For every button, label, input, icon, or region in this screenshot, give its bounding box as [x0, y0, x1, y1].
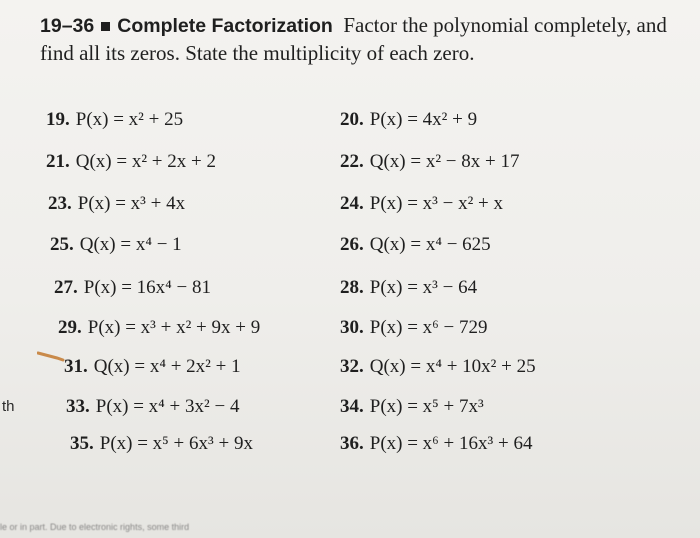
- problem-number: 26.: [340, 234, 364, 255]
- problem-32: [340, 356, 536, 378]
- problem-expression: Q(x) = x⁴ + 2x² + 1: [93, 356, 241, 377]
- problem-expression: P(x) = x⁶ + 16x³ + 64: [369, 433, 533, 454]
- problem-expression: P(x) = x³ + 4x: [77, 193, 186, 214]
- problem-number: 19.: [46, 109, 70, 130]
- problem-number: 35.: [70, 433, 94, 454]
- problem-expression: Q(x) = x² + 2x + 2: [75, 151, 216, 172]
- problem-22: [340, 151, 519, 173]
- exercise-range: 19–36: [40, 15, 95, 37]
- problem-21: [46, 151, 216, 173]
- problem-expression: P(x) = x³ − x² + x: [369, 193, 504, 214]
- problem-27: [54, 277, 211, 299]
- problem-expression: Q(x) = x⁴ + 10x² + 25: [369, 356, 536, 377]
- problem-number: 33.: [66, 396, 90, 417]
- problem-expression: P(x) = x⁶ − 729: [369, 317, 488, 338]
- problem-number: 32.: [340, 356, 364, 377]
- problem-25: [50, 234, 182, 256]
- problem-expression: P(x) = x⁵ + 6x³ + 9x: [99, 433, 253, 454]
- problem-24: [340, 193, 503, 215]
- problem-number: 20.: [340, 109, 364, 130]
- problem-26: [340, 234, 491, 256]
- problem-31: [64, 356, 241, 378]
- problem-number: 21.: [46, 151, 70, 172]
- problem-36: [340, 433, 532, 455]
- problem-expression: P(x) = x⁵ + 7x³: [369, 396, 484, 417]
- instruction-text: Factor the polynomial completely, and find all its zeros. State the multiplicity of each zero.: [40, 13, 667, 65]
- problem-expression: P(x) = x³ + x² + 9x + 9: [87, 317, 261, 338]
- problem-28: [340, 277, 477, 299]
- problem-23: [48, 193, 185, 215]
- problem-number: 23.: [48, 193, 72, 214]
- problem-number: 29.: [58, 317, 82, 338]
- bullet-square-icon: [101, 22, 110, 31]
- pencil-mark-icon: [37, 350, 65, 362]
- problem-expression: P(x) = x³ − 64: [369, 277, 478, 298]
- problem-34: [340, 396, 484, 418]
- problem-number: 24.: [340, 193, 364, 214]
- problem-expression: P(x) = x⁴ + 3x² − 4: [95, 396, 240, 417]
- margin-text: th: [2, 398, 15, 415]
- footer-text: le or in part. Due to electronic rights, some third: [0, 522, 190, 532]
- problem-expression: Q(x) = x² − 8x + 17: [369, 151, 520, 172]
- problem-expression: P(x) = 16x⁴ − 81: [83, 277, 212, 298]
- problem-number: 31.: [64, 356, 88, 377]
- problem-number: 34.: [340, 396, 364, 417]
- problem-expression: Q(x) = x⁴ − 625: [369, 234, 491, 255]
- problem-number: 28.: [340, 277, 364, 298]
- exercise-header: [40, 12, 680, 67]
- problem-20: [340, 109, 477, 131]
- problem-30: [340, 317, 488, 339]
- section-title: Complete Factorization: [117, 15, 333, 37]
- problem-number: 30.: [340, 317, 364, 338]
- problem-19: [46, 109, 183, 131]
- problem-number: 36.: [340, 433, 364, 454]
- problem-expression: P(x) = 4x² + 9: [369, 109, 478, 130]
- problem-expression: P(x) = x² + 25: [75, 109, 184, 130]
- problem-number: 22.: [340, 151, 364, 172]
- problem-33: [66, 396, 239, 418]
- problem-expression: Q(x) = x⁴ − 1: [79, 234, 182, 255]
- problem-29: [58, 317, 260, 339]
- problem-number: 25.: [50, 234, 74, 255]
- problem-35: [70, 433, 253, 455]
- problem-number: 27.: [54, 277, 78, 298]
